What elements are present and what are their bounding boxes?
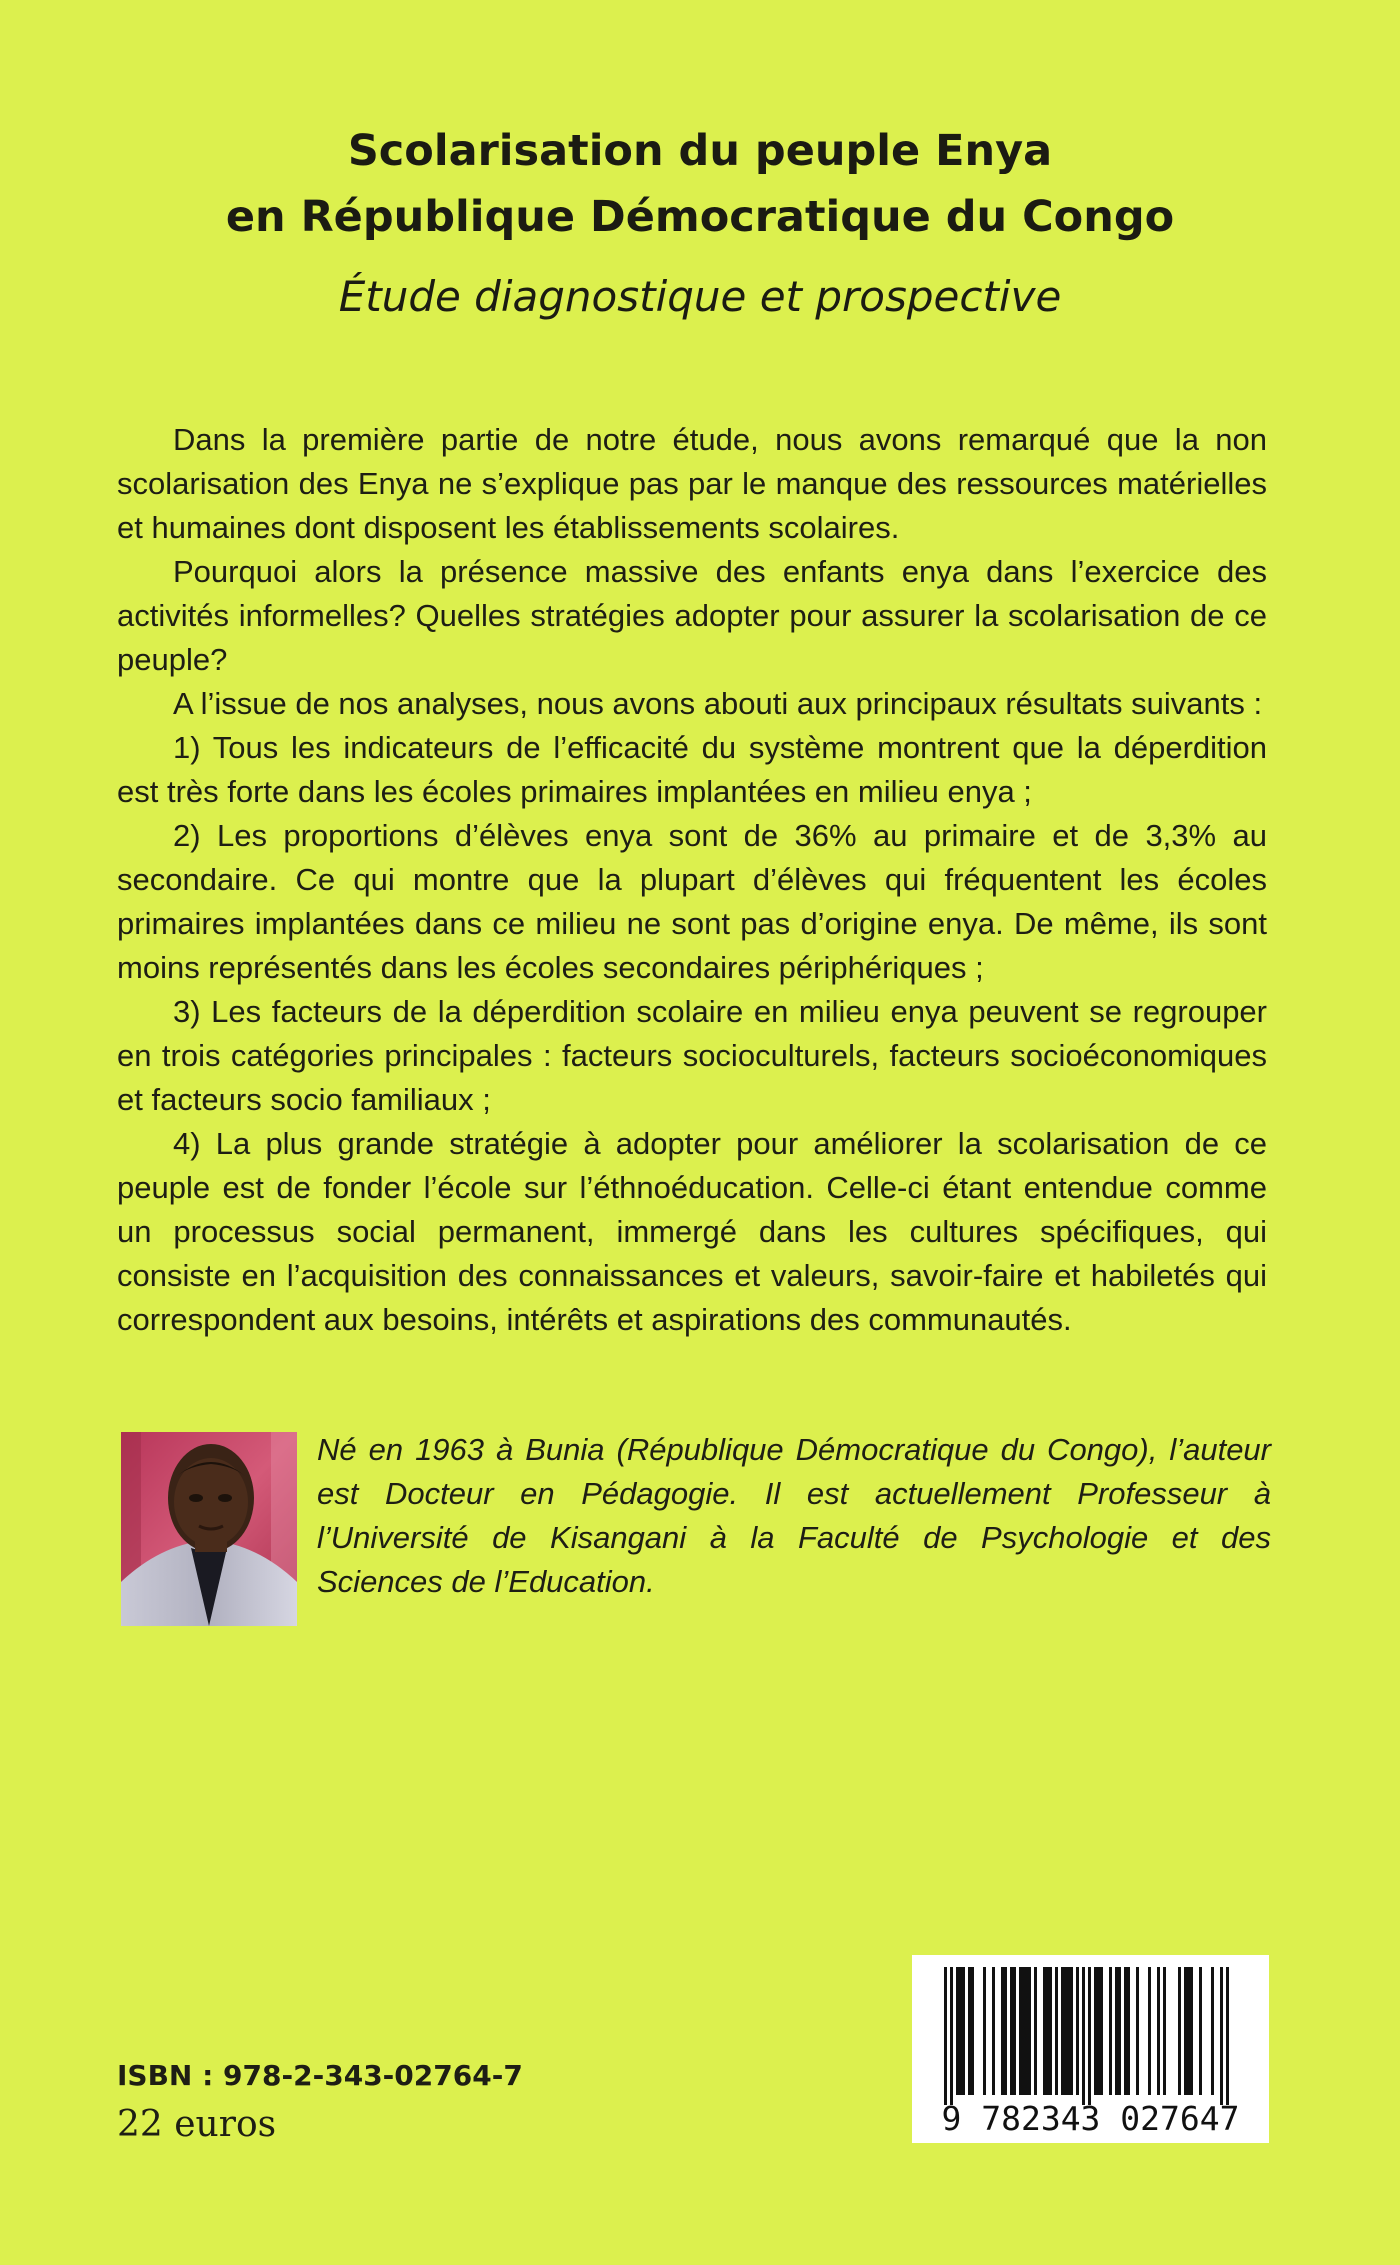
barcode-bar: [1070, 1967, 1073, 2095]
barcode-bar: [983, 1967, 986, 2095]
barcode-bar: [1220, 1967, 1223, 2105]
barcode-bar: [1199, 1967, 1202, 2095]
barcode-bar: [1118, 1967, 1121, 2095]
barcode-bar: [1064, 1967, 1067, 2095]
summary-text: [117, 418, 1267, 1342]
barcode-bar: [1019, 1967, 1022, 2095]
barcode-bar: [1028, 1967, 1031, 2095]
barcode-bar: [950, 1967, 953, 2105]
barcode-bar: [1211, 1967, 1214, 2095]
barcode-bar: [1055, 1967, 1058, 2095]
barcode-bar: [1124, 1967, 1127, 2095]
barcode-bar: [1046, 1967, 1049, 2095]
barcode-bar: [1094, 1967, 1097, 2095]
summary-paragraph: 3) Les facteurs de la déperdition scolaire en milieu enya peuvent se regrouper en trois catégories principales : facteurs socioculturels, facteurs socioéconomiques et facteurs socio familiaux ;: [117, 994, 1267, 1117]
barcode-bar: [962, 1967, 965, 2095]
barcode-bar: [968, 1967, 971, 2095]
summary-paragraph: 1) Tous les indicateurs de l’efficacité du système montrent que la déperdition est très forte dans les écoles primaires implantées en milieu enya ;: [117, 730, 1267, 809]
isbn: ISBN : 978-2-343-02764-7: [117, 2059, 523, 2092]
barcode-bar: [1004, 1967, 1007, 2095]
barcode-bar: [944, 1967, 947, 2105]
barcode: [912, 1955, 1269, 2143]
barcode-bar: [1148, 1967, 1151, 2095]
barcode-bar: [1178, 1967, 1181, 2095]
barcode-bar: [1187, 1967, 1190, 2095]
barcode-bar: [1025, 1967, 1028, 2095]
barcode-bar: [1049, 1967, 1052, 2095]
author-bio: Né en 1963 à Bunia (République Démocratique du Congo), l’auteur est Docteur en Pédagogie. Il est actuellement Professeur à l’Université de Kisangani à la Faculté de Psychologie et des Sciences de l’Education.: [317, 1432, 1271, 1599]
barcode-bar: [1022, 1967, 1025, 2095]
barcode-bar: [1115, 1967, 1118, 2095]
barcode-bar: [1109, 1967, 1112, 2095]
summary-paragraph: A l’issue de nos analyses, nous avons abouti aux principaux résultats suivants :: [173, 686, 1263, 721]
barcode-bar: [1184, 1967, 1187, 2095]
barcode-bar: [971, 1967, 974, 2095]
barcode-bar: [1034, 1967, 1037, 2095]
barcode-bar: [1136, 1967, 1139, 2095]
title-block: [0, 118, 1400, 321]
barcode-bar: [959, 1967, 962, 2095]
barcode-bar: [1043, 1967, 1046, 2095]
barcode-bar: [1157, 1967, 1160, 2095]
book-title-line-2: en République Démocratique du Congo: [225, 192, 1175, 242]
price: 22 euros: [117, 2104, 277, 2145]
barcode-bar: [1190, 1967, 1193, 2095]
barcode-bar: [1127, 1967, 1130, 2095]
summary-paragraph: Dans la première partie de notre étude, nous avons remarqué que la non scolarisation des Enya ne s’explique pas par le manque des ressources matérielles et humaines dont disposent les établissements scolaires.: [117, 422, 1267, 545]
barcode-bar: [1163, 1967, 1166, 2095]
barcode-number: 9 782343 027647: [941, 2099, 1240, 2138]
barcode-bar: [1076, 1967, 1079, 2095]
barcode-bar: [1067, 1967, 1070, 2095]
barcode-bar: [1082, 1967, 1085, 2105]
barcode-bar: [1010, 1967, 1013, 2095]
barcode-bar: [1088, 1967, 1091, 2105]
barcode-bar: [992, 1967, 995, 2095]
barcode-bar: [1001, 1967, 1004, 2095]
summary-paragraph: 4) La plus grande stratégie à adopter pour améliorer la scolarisation de ce peuple est de fonder l’école sur l’éthnoéducation. Celle-ci étant entendue comme un processus social permanent, immergé dans les cultures spécifiques, qui consiste en l’acquisition des connaissances et valeurs, savoir-faire et habiletés qui correspondent aux besoins, intérêts et aspirations des communautés.: [117, 1126, 1267, 1337]
barcode-bar: [1013, 1967, 1016, 2095]
book-title-line-1: Scolarisation du peuple Enya: [347, 126, 1053, 176]
barcode-bar: [1061, 1967, 1064, 2095]
summary-paragraph: Pourquoi alors la présence massive des enfants enya dans l’exercice des activités informelles? Quelles stratégies adopter pour assurer la scolarisation de ce peuple?: [117, 554, 1267, 677]
barcode-bar: [1226, 1967, 1229, 2105]
book-subtitle: Étude diagnostique et prospective: [338, 272, 1062, 321]
barcode-bar: [1097, 1967, 1100, 2095]
barcode-bar: [956, 1967, 959, 2095]
barcode-bar: [1100, 1967, 1103, 2095]
author-photo: [121, 1432, 297, 1626]
summary-paragraph: 2) Les proportions d’élèves enya sont de 36% au primaire et de 3,3% au secondaire. Ce qui montre que la plupart d’élèves qui fréquentent les écoles primaires implantées dans ce milieu ne sont pas d’origine enya. De même, ils sont moins représentés dans les écoles secondaires périphériques ;: [117, 818, 1267, 985]
